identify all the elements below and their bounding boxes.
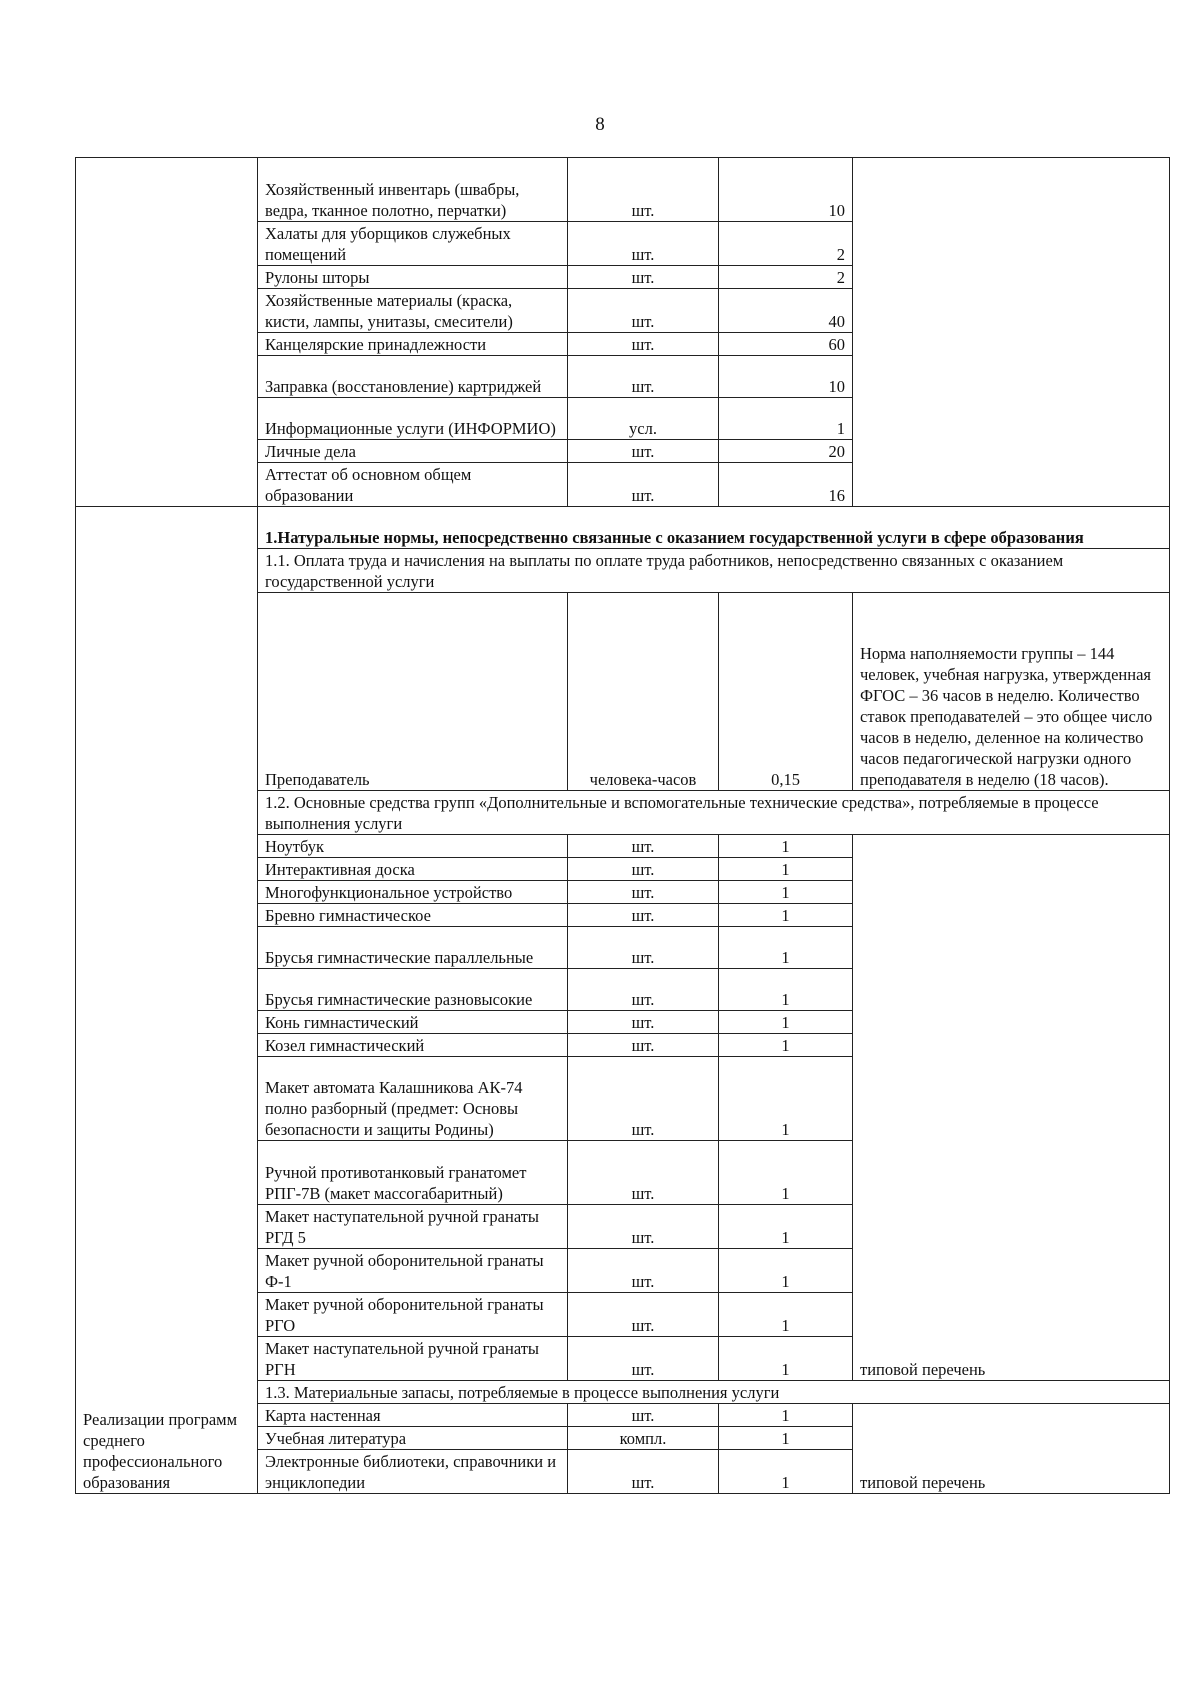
teacher-unit: человека-часов xyxy=(568,593,719,791)
item-name: Аттестат об основном общем образовании xyxy=(258,463,568,507)
item-name: Ручной противотанковый гранатомет РПГ-7В (макет массогабаритный) xyxy=(258,1141,568,1205)
item-name: Рулоны шторы xyxy=(258,266,568,289)
empty-category-cell xyxy=(76,158,258,507)
item-qty: 10 xyxy=(719,356,853,398)
item-name: Ноутбук xyxy=(258,835,568,858)
section-1-1-title: 1.1. Оплата труда и начисления на выплаты по оплате труда работников, непосредственно связанных с оказанием государственной услуги xyxy=(258,549,1170,593)
item-unit: усл. xyxy=(568,398,719,440)
item-name: Личные дела xyxy=(258,440,568,463)
section-1-3-title: 1.3. Материальные запасы, потребляемые в процессе выполнения услуги xyxy=(258,1381,1170,1404)
item-qty: 1 xyxy=(719,927,853,969)
item-unit: шт. xyxy=(568,1337,719,1381)
section-1-2-note: типовой перечень xyxy=(853,835,1170,1381)
item-qty: 1 xyxy=(719,904,853,927)
item-name: Макет наступательной ручной гранаты РГН xyxy=(258,1337,568,1381)
item-name: Макет автомата Калашникова АК-74 полно разборный (предмет: Основы безопасности и защиты Родины) xyxy=(258,1057,568,1141)
item-qty: 1 xyxy=(719,1293,853,1337)
item-name: Канцелярские принадлежности xyxy=(258,333,568,356)
item-name: Карта настенная xyxy=(258,1404,568,1427)
item-unit: шт. xyxy=(568,266,719,289)
item-unit: шт. xyxy=(568,835,719,858)
item-name: Интерактивная доска xyxy=(258,858,568,881)
item-qty: 60 xyxy=(719,333,853,356)
item-qty: 2 xyxy=(719,222,853,266)
item-unit: шт. xyxy=(568,969,719,1011)
item-name: Халаты для уборщиков служебных помещений xyxy=(258,222,568,266)
item-unit: шт. xyxy=(568,158,719,222)
item-qty: 2 xyxy=(719,266,853,289)
item-qty: 1 xyxy=(719,1141,853,1205)
section-1-title: 1.Натуральные нормы, непосредственно связанные с оказанием государственной услуги в сфере образования xyxy=(258,507,1170,549)
item-unit: шт. xyxy=(568,927,719,969)
section-title-row xyxy=(76,507,1170,549)
item-qty: 1 xyxy=(719,1427,853,1450)
section-1-2-title: 1.2. Основные средства групп «Дополнительные и вспомогательные технические средства», потребляемые в процессе выполнения услуги xyxy=(258,791,1170,835)
item-unit: шт. xyxy=(568,463,719,507)
item-qty: 1 xyxy=(719,398,853,440)
item-unit: шт. xyxy=(568,333,719,356)
item-name: Конь гимнастический xyxy=(258,1011,568,1034)
item-qty: 1 xyxy=(719,1450,853,1494)
item-unit: шт. xyxy=(568,1141,719,1205)
section-1-3-note: типовой перечень xyxy=(853,1404,1170,1494)
item-unit: шт. xyxy=(568,1249,719,1293)
item-name: Учебная литература xyxy=(258,1427,568,1450)
item-name: Брусья гимнастические параллельные xyxy=(258,927,568,969)
item-qty: 1 xyxy=(719,1057,853,1141)
item-unit: шт. xyxy=(568,1057,719,1141)
teacher-note: Норма наполняемости группы – 144 человек, учебная нагрузка, утвержденная ФГОС – 36 часов в неделю. Количество ставок преподавателей – это общее число часов в неделю, деленное на количество часов педагогической нагрузки одного преподавателя в неделю (18 часов). xyxy=(853,593,1170,791)
item-name: Макет наступательной ручной гранаты РГД 5 xyxy=(258,1205,568,1249)
item-qty: 1 xyxy=(719,858,853,881)
item-unit: компл. xyxy=(568,1427,719,1450)
item-unit: шт. xyxy=(568,222,719,266)
item-name: Брусья гимнастические разновысокие xyxy=(258,969,568,1011)
teacher-name: Преподаватель xyxy=(258,593,568,791)
item-unit: шт. xyxy=(568,858,719,881)
item-unit: шт. xyxy=(568,1404,719,1427)
item-qty: 10 xyxy=(719,158,853,222)
item-qty: 1 xyxy=(719,881,853,904)
item-unit: шт. xyxy=(568,440,719,463)
item-name: Макет ручной оборонительной гранаты Ф-1 xyxy=(258,1249,568,1293)
norms-table xyxy=(75,157,1170,1494)
page-number: 8 xyxy=(595,114,605,135)
item-unit: шт. xyxy=(568,1011,719,1034)
item-qty: 1 xyxy=(719,1011,853,1034)
item-unit: шт. xyxy=(568,1205,719,1249)
item-unit: шт. xyxy=(568,1034,719,1057)
item-unit: шт. xyxy=(568,904,719,927)
item-qty: 1 xyxy=(719,1034,853,1057)
item-name: Заправка (восстановление) картриджей xyxy=(258,356,568,398)
item-name: Бревно гимнастическое xyxy=(258,904,568,927)
item-name: Электронные библиотеки, справочники и энциклопедии xyxy=(258,1450,568,1494)
item-name: Хозяйственные материалы (краска, кисти, лампы, унитазы, смесители) xyxy=(258,289,568,333)
item-qty: 16 xyxy=(719,463,853,507)
teacher-qty: 0,15 xyxy=(719,593,853,791)
item-unit: шт. xyxy=(568,881,719,904)
item-name: Хозяйственный инвентарь (швабры, ведра, тканное полотно, перчатки) xyxy=(258,158,568,222)
item-unit: шт. xyxy=(568,289,719,333)
item-name: Многофункциональное устройство xyxy=(258,881,568,904)
item-name: Козел гимнастический xyxy=(258,1034,568,1057)
item-qty: 1 xyxy=(719,1249,853,1293)
item-qty: 1 xyxy=(719,969,853,1011)
item-qty: 40 xyxy=(719,289,853,333)
item-qty: 1 xyxy=(719,1404,853,1427)
category-label: Реализации программ среднего профессионального образования xyxy=(76,507,258,1494)
table-row xyxy=(76,158,1170,222)
item-qty: 1 xyxy=(719,835,853,858)
item-qty: 1 xyxy=(719,1205,853,1249)
item-name: Макет ручной оборонительной гранаты РГО xyxy=(258,1293,568,1337)
item-qty: 20 xyxy=(719,440,853,463)
empty-note-cell xyxy=(853,158,1170,507)
item-unit: шт. xyxy=(568,356,719,398)
item-qty: 1 xyxy=(719,1337,853,1381)
item-unit: шт. xyxy=(568,1450,719,1494)
item-name: Информационные услуги (ИНФОРМИО) xyxy=(258,398,568,440)
item-unit: шт. xyxy=(568,1293,719,1337)
